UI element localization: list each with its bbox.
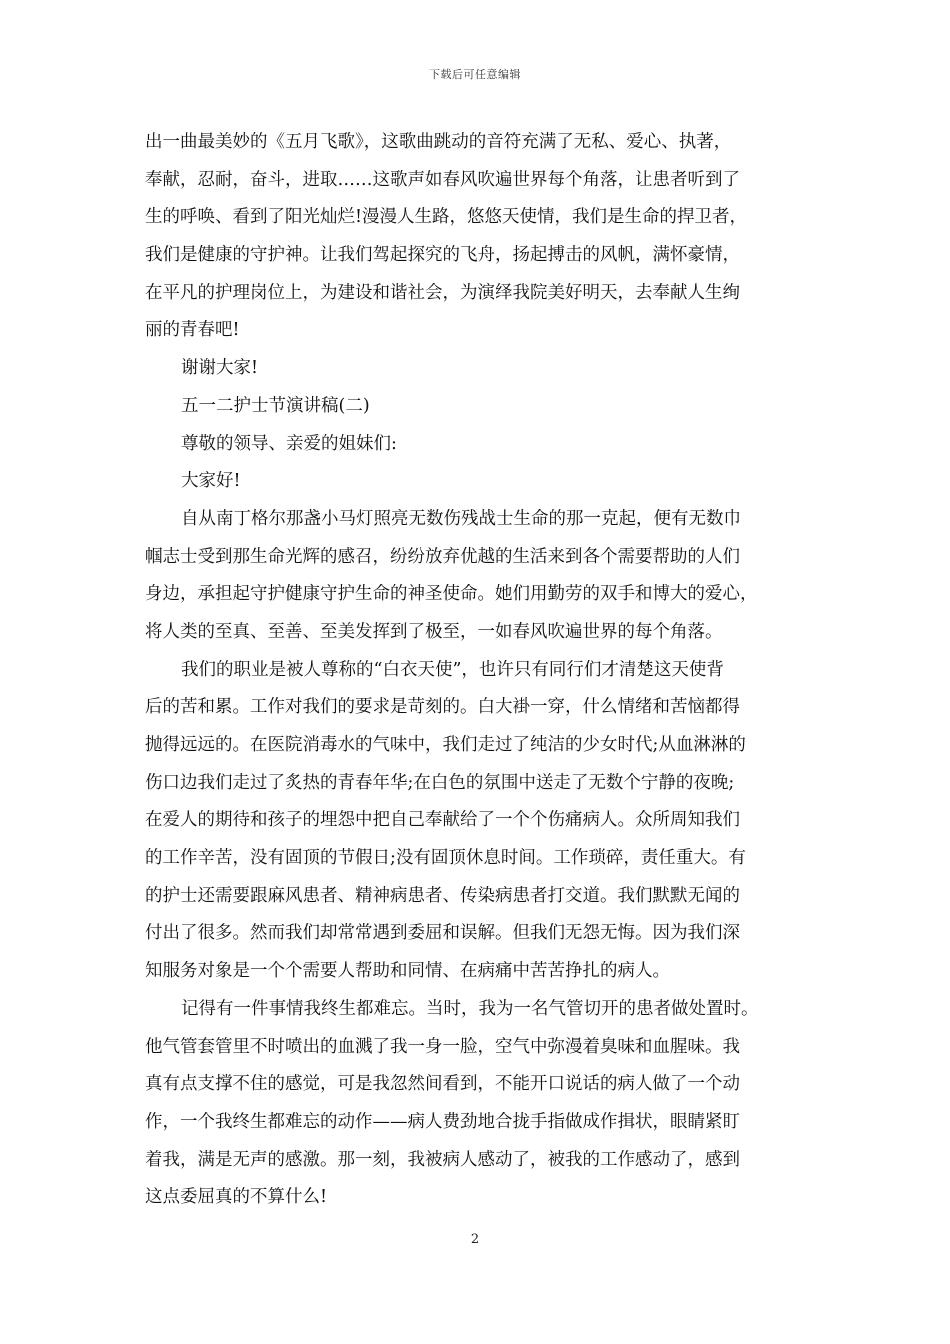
text-line: 将人类的至真、至善、至美发挥到了极至，一如春风吹遍世界的每个角落。 [145, 621, 723, 642]
text-line: 丽的青春吧! [145, 320, 240, 341]
text-line: 出一曲最美妙的《五月飞歌》，这歌曲跳动的音符充满了无私、爱心、执著， [145, 132, 732, 152]
text-line: 自从南丁格尔那盏小马灯照亮无数伤残战士生命的那一克起，便有无数巾 [181, 508, 741, 529]
text-line: 生的呼唤、看到了阳光灿烂!漫漫人生路，悠悠天使情，我们是生命的捍卫者， [145, 207, 748, 228]
text-line: 五一二护士节演讲稿(二) [181, 395, 370, 416]
text-line: 的工作辛苦，没有固顶的节假日;没有固顶休息时间。工作琐碎，责任重大。有 [145, 848, 746, 869]
text-line: 伤口边我们走过了炙热的青春年华;在白色的氛围中送走了无数个宁静的夜晚; [145, 772, 735, 793]
text-line: 付出了很多。然而我们却常常遇到委屈和误解。但我们无怨无悔。因为我们深 [145, 923, 740, 944]
text-line: 着我，满是无声的感激。那一刻，我被病人感动了，被我的工作感动了，感到 [145, 1149, 740, 1170]
text-line: 抛得远远的。在医院消毒水的气味中，我们走过了纯洁的少女时代;从血淋淋的 [145, 735, 746, 755]
text-line: 记得有一件事情我终生都难忘。当时，我为一名气管切开的患者做处置时。 [181, 998, 759, 1019]
document-body [145, 124, 817, 1217]
text-line: 奉献，忍耐，奋斗，进取……这歌声如春风吹遍世界每个角落，让患者听到了 [145, 169, 740, 190]
text-line: 身边，承担起守护健康守护生命的神圣使命。她们用勤劳的双手和博大的爱心， [145, 584, 758, 605]
text-line: 我们是健康的守护神。让我们驾起探究的飞舟，扬起搏击的风帆，满怀豪情， [145, 245, 740, 266]
text-line: 帼志士受到那生命光辉的感召，纷纷放弃优越的生活来到各个需要帮助的人们 [145, 546, 740, 567]
text-line: 谢谢大家! [181, 358, 259, 379]
text-line: 尊敬的领导、亲爱的姐妹们: [181, 433, 397, 454]
text-line: 真有点支撑不住的感觉，可是我忽然间看到，不能开口说话的病人做了一个动 [145, 1074, 740, 1095]
text-line: 后的苦和累。工作对我们的要求是苛刻的。白大褂一穿，什么情绪和苦恼都得 [145, 697, 740, 718]
text-line: 在平凡的护理岗位上，为建设和谐社会，为演绎我院美好明天，去奉献人生绚 [145, 282, 740, 303]
text-line: 的护士还需要跟麻风患者、精神病患者、传染病患者打交道。我们默默无闻的 [145, 885, 740, 906]
text-line: 这点委屈真的不算什么! [145, 1187, 328, 1208]
text-line: 知服务对象是一个个需要人帮助和同情、在病痛中苦苦挣扎的病人。 [145, 961, 670, 982]
text-line: 我们的职业是被人尊称的“白衣天使”，也许只有同行们才清楚这天使背 [181, 659, 724, 680]
text-line: 在爱人的期待和孩子的埋怨中把自己奉献给了一个个伤痛病人。众所周知我们 [145, 810, 740, 831]
page-number: 2 [470, 1232, 480, 1247]
text-line: 他气管套管里不时喷出的血溅了我一身一脸，空气中弥漫着臭味和血腥味。我 [145, 1036, 740, 1057]
text-line: 大家好! [181, 471, 241, 492]
text-line: 作，一个我终生都难忘的动作——病人费劲地合拢手指做成作揖状，眼睛紧盯 [145, 1111, 740, 1132]
page-header: 下载后可任意编辑 [429, 68, 521, 81]
